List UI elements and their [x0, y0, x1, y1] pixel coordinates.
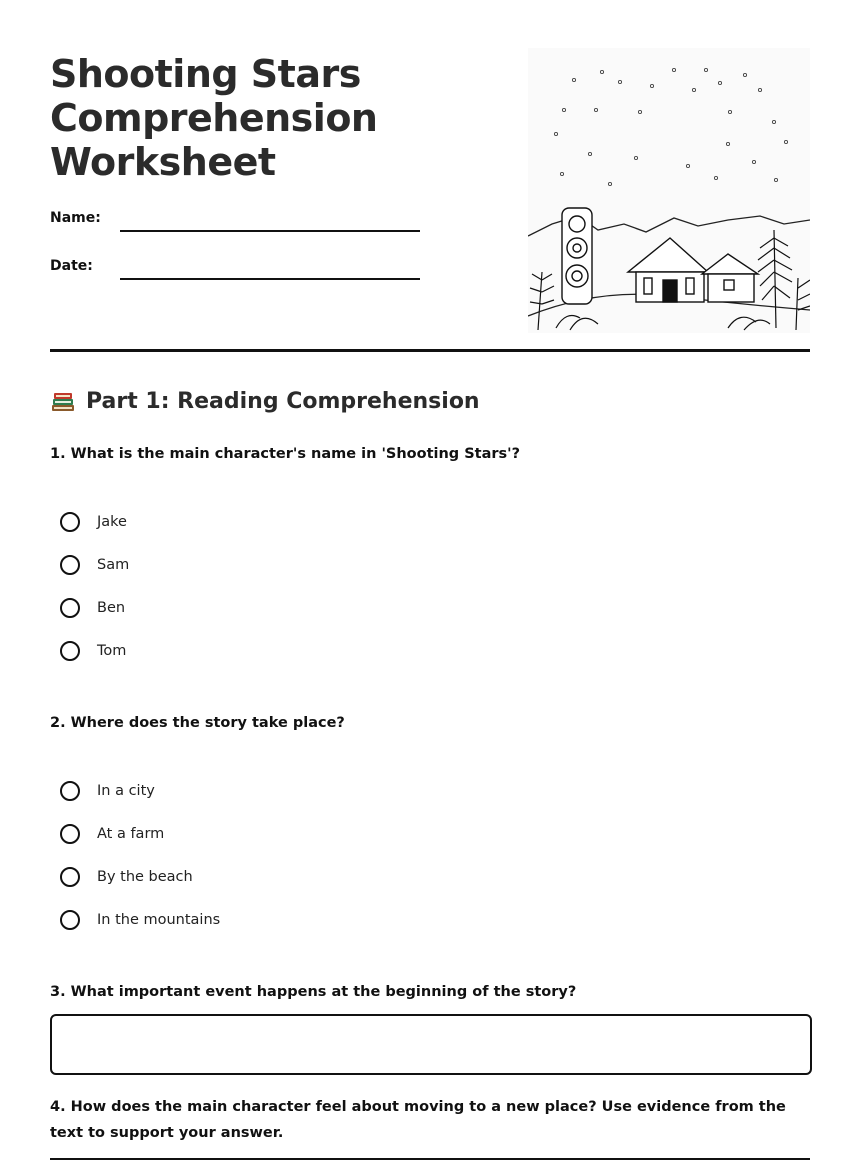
q1-option-sam[interactable]	[60, 552, 129, 578]
radio-button[interactable]	[60, 555, 80, 575]
name-field[interactable]	[50, 202, 430, 232]
question-2: 2. Where does the story take place?	[50, 715, 345, 731]
name-line[interactable]	[120, 230, 420, 232]
option-label: Jake	[97, 514, 127, 530]
q2-option-mountains[interactable]	[60, 907, 220, 933]
q1-option-jake[interactable]	[60, 509, 127, 535]
option-label: In a city	[97, 783, 155, 799]
date-line[interactable]	[120, 278, 420, 280]
worksheet-page	[50, 0, 810, 1141]
radio-button[interactable]	[60, 824, 80, 844]
answer-box-q3[interactable]	[50, 1014, 812, 1075]
option-label: Tom	[97, 643, 127, 659]
option-label: Sam	[97, 557, 130, 573]
q1-option-ben[interactable]	[60, 595, 125, 621]
radio-button[interactable]	[60, 781, 80, 801]
question-4: 4. How does the main character feel about moving to a new place? Use evidence from the text to support your answer.	[50, 1099, 786, 1141]
page-title: Shooting Stars Comprehension Worksheet	[50, 52, 378, 184]
option-label: At a farm	[97, 826, 165, 842]
q1-option-tom[interactable]	[60, 638, 126, 664]
radio-button[interactable]	[60, 641, 80, 661]
radio-button[interactable]	[60, 910, 80, 930]
answer-line-q4[interactable]	[50, 1158, 810, 1160]
option-label: By the beach	[97, 869, 193, 885]
radio-button[interactable]	[60, 867, 80, 887]
name-label: Name:	[50, 210, 101, 226]
question-1: 1. What is the main character's name in 'Shooting Stars'?	[50, 446, 521, 462]
date-label: Date:	[50, 258, 93, 274]
radio-button[interactable]	[60, 598, 80, 618]
part1-heading-text: Part 1: Reading Comprehension	[86, 388, 480, 414]
night-sky-village-illustration	[528, 48, 810, 333]
header-divider	[50, 349, 810, 352]
option-label: Ben	[97, 600, 126, 616]
option-label: In the mountains	[97, 912, 221, 928]
date-field[interactable]	[50, 250, 430, 280]
q2-option-farm[interactable]	[60, 821, 164, 847]
q2-option-city[interactable]	[60, 778, 155, 804]
question-3: 3. What important event happens at the beginning of the story?	[50, 984, 577, 1000]
q2-option-beach[interactable]	[60, 864, 193, 890]
worksheet-header	[50, 0, 810, 352]
radio-button[interactable]	[60, 512, 80, 532]
books-icon	[50, 388, 76, 414]
part1-heading	[50, 388, 480, 414]
